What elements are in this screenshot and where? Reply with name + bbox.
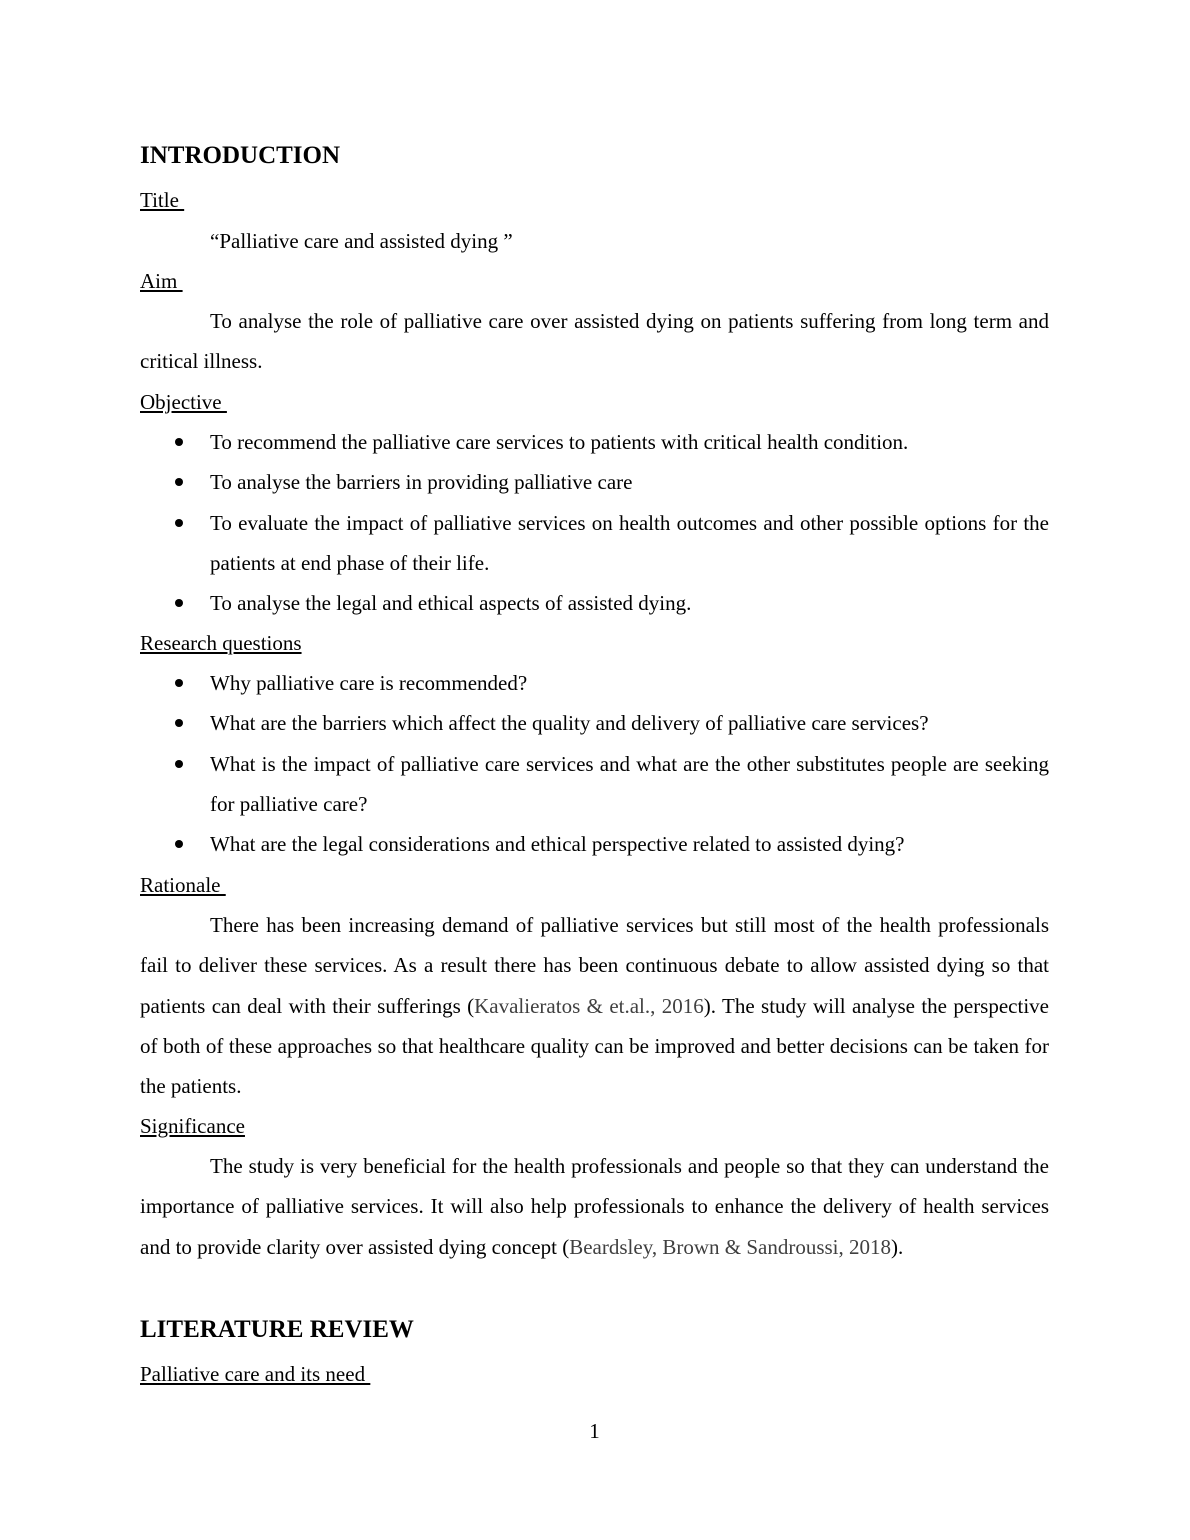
objective-text: To evaluate the impact of palliative services on health outcomes and other possible options for the patients at end phase of their life. [210,510,1049,575]
list-item [140,422,1049,462]
title-label: Title [140,188,185,212]
rationale-label: Rationale [140,873,226,897]
objective-text: To recommend the palliative care services to patients with critical health condition. [210,430,909,454]
bullet-icon [175,438,183,446]
introduction-heading: INTRODUCTION [140,142,341,169]
page-number: 1 [589,1419,600,1443]
bullet-icon [175,679,183,687]
bullet-icon [175,840,183,848]
bullet-icon [175,599,183,607]
list-item [140,663,1049,703]
objective-label: Objective [140,390,227,414]
list-item [140,503,1049,584]
literature-review-heading: LITERATURE REVIEW [140,1316,414,1343]
significance-citation: Beardsley, Brown & Sandroussi, 2018 [569,1234,891,1259]
literature-review-subheading: Palliative care and its need [140,1362,371,1386]
objectives-list [140,422,1049,623]
bullet-icon [175,719,183,727]
rationale-text [140,905,1049,1106]
rationale-body: There has been increasing demand of palliative services but still most of the health professionals fail to deliver these services. As a result there has been continuous debate to allow assisted dying so that patients can deal with their sufferings ( [140,913,1049,1018]
list-item [140,583,1049,623]
research-questions-label: Research questions [140,631,302,655]
research-question-text: What are the legal considerations and ethical perspective related to assisted dying? [210,832,905,857]
list-item [140,703,1049,743]
rationale-body-end: ). The study will analyse the perspective of both of these approaches so that healthcare quality can be improved and better decisions can be taken for the patients. [140,993,1049,1099]
research-question-text: What is the impact of palliative care services and what are the other substitutes people are seeking for palliative care? [210,751,1049,816]
objective-text: To analyse the legal and ethical aspects of assisted dying. [210,591,692,616]
list-item [140,824,1049,864]
title-text: “Palliative care and assisted dying ” [210,229,513,253]
bullet-icon [175,519,183,527]
significance-body-end: ). [891,1234,904,1259]
bullet-icon [175,760,183,768]
research-question-text: Why palliative care is recommended? [210,671,528,695]
bullet-icon [175,478,183,486]
significance-label: Significance [140,1114,245,1138]
rationale-citation: Kavalieratos & et.al., 2016 [474,993,704,1018]
research-questions-list [140,663,1049,864]
document-page [140,0,1049,1540]
research-question-text: What are the barriers which affect the quality and delivery of palliative care services? [210,711,929,736]
significance-body: The study is very beneficial for the health professionals and people so that they can understand the importance of palliative services. It will also help professionals to enhance the delivery of health services and to provide clarity over assisted dying concept ( [140,1154,1049,1259]
objective-text: To analyse the barriers in providing palliative care [210,470,633,495]
significance-text [140,1146,1049,1267]
list-item [140,744,1049,825]
aim-text: To analyse the role of palliative care over assisted dying on patients suffering from long term and critical illness. [140,309,1049,374]
aim-label: Aim [140,269,183,293]
list-item [140,462,1049,502]
